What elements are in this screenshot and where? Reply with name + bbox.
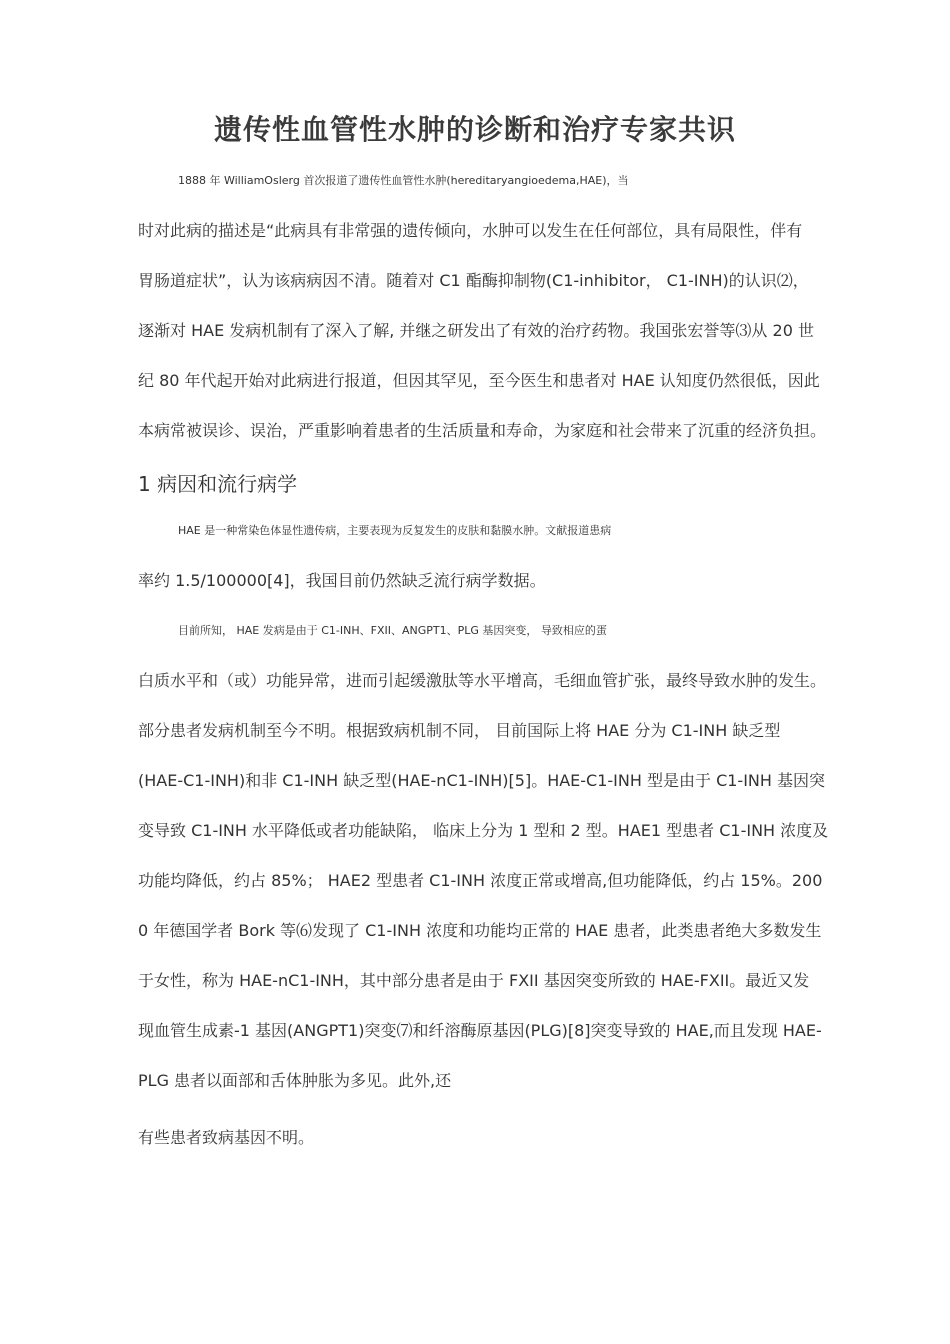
- paragraph-line: PLG 患者以面部和舌体肿胀为多见。此外,还: [138, 1071, 452, 1090]
- paragraph-line: 目前所知， HAE 发病是由于 C1-INH、FXII、ANGPT1、PLG 基因突变， 导致相应的蛋: [178, 624, 607, 637]
- paragraph-line: 1888 年 WilliamOslerg 首次报道了遗传性血管性水肿(hereditaryangioedema,HAE)，当: [178, 174, 629, 187]
- paragraph-line: 纪 80 年代起开始对此病进行报道，但因其罕见，至今医生和患者对 HAE 认知度仍然很低，因此: [138, 371, 820, 390]
- section-heading: 1 病因和流行病学: [138, 472, 298, 496]
- paragraph-line: 时对此病的描述是“此病具有非常强的遗传倾向，水肿可以发生在任何部位，具有局限性，伴有: [138, 221, 803, 240]
- paragraph-line: 有些患者致病基因不明。: [138, 1128, 315, 1147]
- paragraph-line: 现血管生成素-1 基因(ANGPT1)突变⑺和纤溶酶原基因(PLG)[8]突变导致的 HAE,而且发现 HAE-: [138, 1021, 822, 1040]
- paragraph-line: 逐渐对 HAE 发病机制有了深入了解, 并继之研发出了有效的治疗药物。我国张宏誉等⑶从 20 世: [138, 321, 814, 340]
- paragraph-line: 功能均降低，约占 85%； HAE2 型患者 C1-INH 浓度正常或增高,但功能降低，约占 15%。200: [138, 871, 823, 890]
- paragraph-line: 部分患者发病机制至今不明。根据致病机制不同， 目前国际上将 HAE 分为 C1-INH 缺乏型: [138, 721, 781, 740]
- paragraph-line: HAE 是一种常染色体显性遗传病，主要表现为反复发生的皮肤和黏膜水肿。文献报道患病: [178, 524, 612, 537]
- paragraph-line: (HAE-C1-INH)和非 C1-INH 缺乏型(HAE-nC1-INH)[5]。HAE-C1-INH 型是由于 C1-INH 基因突: [138, 771, 826, 790]
- paragraph-line: 变导致 C1-INH 水平降低或者功能缺陷， 临床上分为 1 型和 2 型。HAE1 型患者 C1-INH 浓度及: [138, 821, 829, 840]
- paragraph-line: 0 年德国学者 Bork 等⑹发现了 C1-INH 浓度和功能均正常的 HAE 患者，此类患者绝大多数发生: [138, 921, 822, 940]
- paragraph-line: 白质水平和（或）功能异常，进而引起缓激肽等水平增高，毛细血管扩张，最终导致水肿的发生。: [138, 671, 827, 690]
- paragraph-line: 本病常被误诊、误治，严重影响着患者的生活质量和寿命，为家庭和社会带来了沉重的经济负担。: [138, 421, 827, 440]
- paragraph-line: 胃肠道症状”，认为该病病因不清。随着对 C1 酯酶抑制物(C1-inhibitor， C1-INH)的认识⑵，: [138, 271, 809, 290]
- paragraph-line: 率约 1.5/100000[4]，我国目前仍然缺乏流行病学数据。: [138, 571, 546, 590]
- paragraph-line: 于女性，称为 HAE-nC1-INH，其中部分患者是由于 FXII 基因突变所致的 HAE-FXII。最近又发: [138, 971, 810, 990]
- document-title: 遗传性血管性水肿的诊断和治疗专家共识: [213, 113, 736, 146]
